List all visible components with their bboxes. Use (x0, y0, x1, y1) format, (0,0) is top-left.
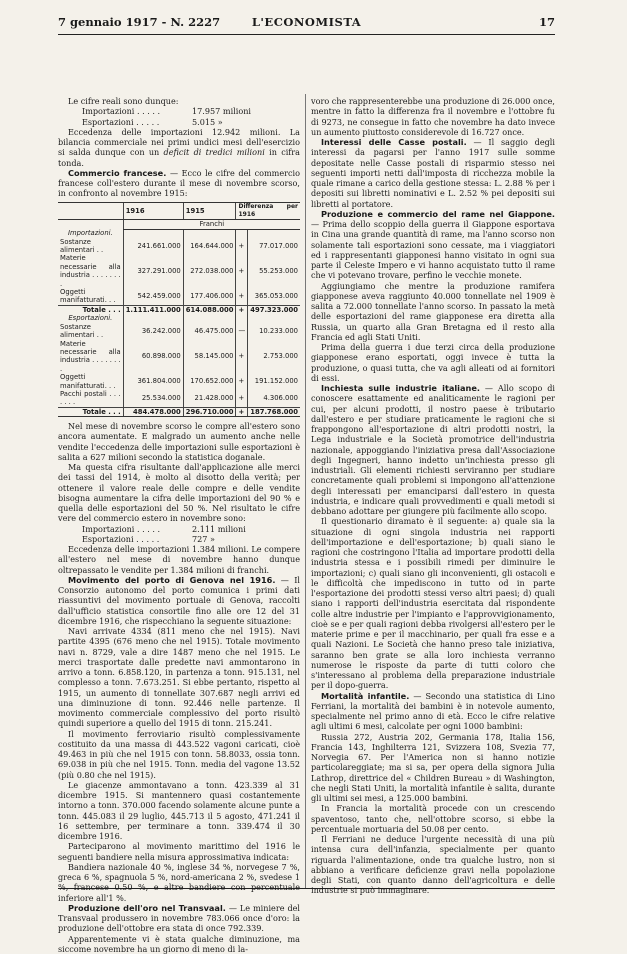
value-row: Importazioni . . . . . 17.957 milioni (82, 106, 252, 117)
page-number: 17 (538, 15, 555, 29)
paragraph: Nel mese di novembre scorso le compre all'estero sono ancora aumentate. E malgrado un aumento anche nelle vendite l'eccedenza delle importazioni sulle esportazioni è salita a 627 milioni secondo la statistica doganale. (58, 421, 300, 462)
section-heading: Inchiesta sulle industrie italiane. (321, 383, 481, 393)
paragraph: Prima della guerra i due terzi circa della produzione giapponese erano esportati, oggi invece è tutta la produzione, o quasi tutta, che va agli alleati od ai fornitori di essi. (311, 342, 555, 383)
table-row: Oggetti manifatturati. . . 542.459.000 177.406.000 + 365.053.000 (60, 288, 298, 305)
section-heading: Interessi delle Casse postali. (321, 137, 467, 147)
right-column (311, 96, 555, 896)
page-header (58, 12, 555, 30)
value-row: Esportazioni . . . . . 5.015 » (82, 116, 223, 127)
paragraph: Commercio francese. — Ecco le cifre del commercio francese coll'estero durante il mese di novembre scorso, in confronto al novembre 1915: (58, 167, 300, 199)
paragraph: Le giacenze ammontavano a tonn. 423.339 al 31 dicembre 1915. Si mantennero quasi costantemente intorno a tonn. 370.000 facendo solamente alcune punte a tonn. 445.083 il 29 luglio, 445.713 il 5 agosto, 471.241 il 16 settembre, per terminare a tonn. 339.474 il 30 dicembre 1916. (58, 779, 300, 842)
paragraph: Le cifre reali sono dunque: (68, 96, 179, 106)
table-row: Totale . . . 484.478.000 296.710.000 + 187.768.000 (58, 407, 300, 416)
trade-table: 1916 1915 Differenza per 1916 Franchi Importazioni. Sostanze alimentari . . 241.661.000 164.644.000 + 77.017.000 Materie necessarie alla industria . . . . . . . . 327.291.000 272.038.000 + 55.253.000 Oggetti manifatturati. . . 542.459.000 177.406.000 + 365.053.000 Totale . . . 1.111.411.000 614.088.000 + 497.323.000 Esportazioni. Sostanze alimentari . . 36.242.000 46.475.000 — 10.233.000 Materie necessarie alla industria . . . . . . . . 60.898.000 58.145.000 + 2.753.000 Oggetti manifatturati. . . 361.804.000 170.652.000 + 191.152.000 Pacchi postali . . . . . . . 25.534.000 21.428.000 + 4.306.000 Totale . . . 484.478.000 296.710.000 + 187.768.000 (60, 202, 298, 416)
paragraph: In Francia la mortalità procede con un crescendo spaventoso, tanto che, nell'ottobre scorso, si ebbe la percentuale mortuaria del 50.08 per cento. (311, 803, 555, 834)
paragraph: Eccedenza delle importazioni 1.384 milioni. Le compere all'estero nel mese di novembre hanno dunque oltrepassato le vendite per 1.384 milioni di franchi. (58, 544, 300, 575)
journal-title: L'ECONOMISTA (251, 15, 362, 29)
paragraph: Bandiera nazionale 40 %, inglese 34 %, norvegese 7 %, greca 6 %, spagnuola 5 %, nord-americana 2 %, svedese 1 %, francese 0.50 %, e altre bandiere con percentuale inferiore all'1 %. (58, 861, 300, 903)
column-separator (305, 94, 306, 888)
paragraph: Mortalità infantile. — Secondo una statistica di Lino Ferriani, la mortalità dei bambini è in notevole aumento, specialmente nel primo anno di età. Ecco le cifre relative agli ultimi 6 mesi, calcolate per ogni 1000 bambini: (311, 690, 555, 732)
value-row: Importazioni . . . . . 2.111 milioni (82, 523, 246, 534)
section-heading: Movimento del porto di Genova nel 1916. (68, 574, 276, 585)
left-column (58, 96, 300, 954)
paragraph: Russia 272, Austria 202, Germania 178, Italia 156, Francia 143, Inghilterra 121, Svizzera 108, Svezia 77, Norvegia 67. Per l'America non si hanno notizie particolareggiate; ma si sa, per opera della signora Julia Lathrop, direttrice del « Children Bureau » di Washington, che negli Stati Uniti, la mortalità infantile è salita, durante gli ultimi sei mesi, a 125.000 bambini. (311, 731, 555, 803)
table-row: Pacchi postali . . . . . . . 25.534.000 21.428.000 + 4.306.000 (60, 389, 298, 407)
table-row: Sostanze alimentari . . 241.661.000 164.644.000 + 77.017.000 (60, 237, 298, 255)
table-row: Totale . . . 1.111.411.000 614.088.000 + 497.323.000 (58, 305, 300, 314)
paragraph: Ma questa cifra risultante dall'applicazione alle merci dei tassi del 1914, è molto al disotto della verità; per ottenere il valore reale delle compre e delle vendite bisogna aumentare la cifra delle importazioni del 90 % e quella delle esportazioni del 50 %. Nel risultato le cifre vere del commercio estero in novembre sono: (58, 462, 300, 524)
paragraph: Produzione e commercio del rame nel Giappone. — Prima dello scoppio della guerra il Giappone esportava in Cina una grande quantità di rame, ma l'anno scorso non solamente tali esportazioni sono cessate, ma i viaggiatori ed i rappresentanti giapponesi hanno visitato in ogni sua parte il Celeste Impero e vi hanno acquistato tutto il rame che vi potevano trovare, perfino le vecchie monete. (311, 208, 555, 281)
paragraph: Movimento del porto di Genova nel 1916. — Il Consorzio autonomo del porto comunica i primi dati riassuntivi del movimento portuale di Genova, raccolti dall'ufficio statistica consortile fino alle ore 12 del 31 dicembre 1916, che rispecchiano la seguente situazione: (58, 574, 300, 626)
table-row: Oggetti manifatturati. . . 361.804.000 170.652.000 + 191.152.000 (60, 373, 298, 390)
value-row: Esportazioni . . . . . 727 » (82, 533, 215, 544)
header-rule (58, 34, 555, 35)
section-heading: Mortalità infantile. (321, 690, 410, 701)
paragraph: Interessi delle Casse postali. — Il saggio degli interessi da pagarsi per l'anno 1917 sulle somme depositate nelle Casse postali di risparmio stesso nei seguenti importi netti dall'imposta di ricchezza mobile la quale rimane a carico della gestione stessa: L. 2.88 % per i depositi sui libretti nominativi e L. 2.52 % pei depositi sui libretti al portatore. (311, 137, 555, 209)
paragraph: Il Ferriani ne deduce l'urgente necessità di una più intensa cura dell'infanzia, specialmente per quanto riguarda l'alimentazione, onde tra qualche lustro, non si abbiano a verificare deficienze gravi nella popolazione degli Stati, con quanto danno dell'agricoltura e delle industrie si può immaginare. (311, 834, 555, 896)
paragraph: Aggiungiamo che mentre la produzione ramifera giapponese aveva raggiunto 40.000 tonnellate nel 1909 è salita a 72.000 tonnellate l'anno scorso. In passato la metà delle esportazioni del rame giapponese era diretta alla Russia, un quarto alla Gran Bretagna ed il resto alla Francia ed agli Stati Uniti. (311, 280, 555, 342)
table-row: Materie necessarie alla industria . . . . . . . . 327.291.000 272.038.000 + 55.253.000 (60, 254, 298, 288)
section-heading: Produzione e commercio del rame nel Giappone. (321, 208, 555, 219)
paragraph: Produzione dell'oro nel Transvaal. — Le miniere del Transvaal produssero in novembre 783.066 once d'oro: la produzione dell'ottobre era stata di once 792.339. (58, 902, 300, 934)
section-heading: Commercio francese. (68, 167, 167, 178)
paragraph: Inchiesta sulle industrie italiane. — Allo scopo di conoscere esattamente ed analiticamente le ragioni per cui, per alcuni prodotti, il nostro paese è tributario dall'estero e per studiare praticamente le ragioni che si frappongono all'esportazione di altri prodotti nostri, la Lega industriale e la Società promotrice dell'industria nazionale, appoggiando l'iniziativa presa dall'Associazione degli Ingegneri, hanno indetto un'inchiesta presso gli industriali. Gli elementi richiesti serviranno per studiare concretamente quali problemi si impongono all'attenzione degli interessati per emanciparsi dall'estero in questa industria, e indicare quali provvedimenti e quali metodi si debbano adottare per giungere più facilmente allo scopo. (311, 383, 555, 516)
section-heading: Produzione dell'oro nel Transvaal. (68, 902, 226, 913)
table-row: Materie necessarie alla industria . . . . . . . . 60.898.000 58.145.000 + 2.753.000 (60, 339, 298, 373)
paragraph: Eccedenza delle importazioni 12.942 milioni. La bilancia commerciale nei primi undici mesi dell'esercizio si salda dunque con un deficit di tredici milioni in cifra tonda. (58, 126, 300, 168)
paragraph: Parteciparono al movimento marittimo del 1916 le seguenti bandiere nella misura approssimativa indicata: (58, 841, 300, 862)
paragraph: Navi arrivate 4334 (811 meno che nel 1915). Navi partite 4395 (676 meno che nel 1915). Totale movimento navi n. 8729, vale a dire 1487 meno che nel 1915. Le merci trasportate dalle predette navi ammontarono in arrivo a tonn. 6.858.120, in partenza a tonn. 915.131, nel complesso a tonn. 7.673.251. Si ebbe pertanto, rispetto al 1915, un aumento di tonnellate 307.687 negli arrivi ed una diminuzione di tonn. 92.446 nelle partenze. Il movimento commerciale complessivo del porto risultò quindi superiore a quello del 1915 di tonn. 215.241. (58, 626, 300, 729)
table-row: Sostanze alimentari . . 36.242.000 46.475.000 — 10.233.000 (60, 322, 298, 340)
paragraph: voro che rappresenterebbe una produzione di 26.000 once, mentre in fatto la differenza fra il novembre e l'ottobre fu di 9273, ne consegue in fatto che novembre ha dato invece un aumento piuttosto considerevole di 16.727 once. (311, 96, 555, 137)
paragraph: Apparentemente vi è stata qualche diminuzione, ma siccome novembre ha un giorno di meno di la- (58, 933, 300, 954)
paragraph: Il movimento ferroviario risultò complessivamente costituito da una massa di 443.522 vagoni caricati, cioè 49.463 in più che nel 1915 con tonn. 58.8033, ossia tonn. 69.038 in più che nel 1915. Tonn. media del vagone 13.52 (più 0.80 che nel 1915). (58, 728, 300, 780)
paragraph: Il questionario diramato è il seguente: a) quale sia la situazione di ogni singola industria nei rapporti dell'importazione e dell'esportazione; b) quali siano le ragioni che costringono l'Italia ad importare prodotti della industria stessa e i possibili rimedi per diminuire le importazioni; c) quali siano gli inconvenienti, gli ostacoli e le difficoltà che impediscono in tutto od in parte l'esportazione dei prodotti stessi verso altri paesi; d) quali siano i rapporti dell'industria esercitata dal rispondente colle altre industrie per l'impianto e l'approvvigionamento, cioè se e per quali ragioni debba rivolgersi all'estero per le materie prime e per il macchinario, per quali fra esse e a quali Nazioni. Le Società che hanno preso tale iniziativa, saranno ben grate se alla loro inchiesta verranno numerose le risposte da parte di tutti coloro che s'interessano al problema della preparazione industriale per il dopo-guerra. (311, 516, 555, 691)
issue-date: 7 gennaio 1917 - N. 2227 (58, 15, 221, 29)
